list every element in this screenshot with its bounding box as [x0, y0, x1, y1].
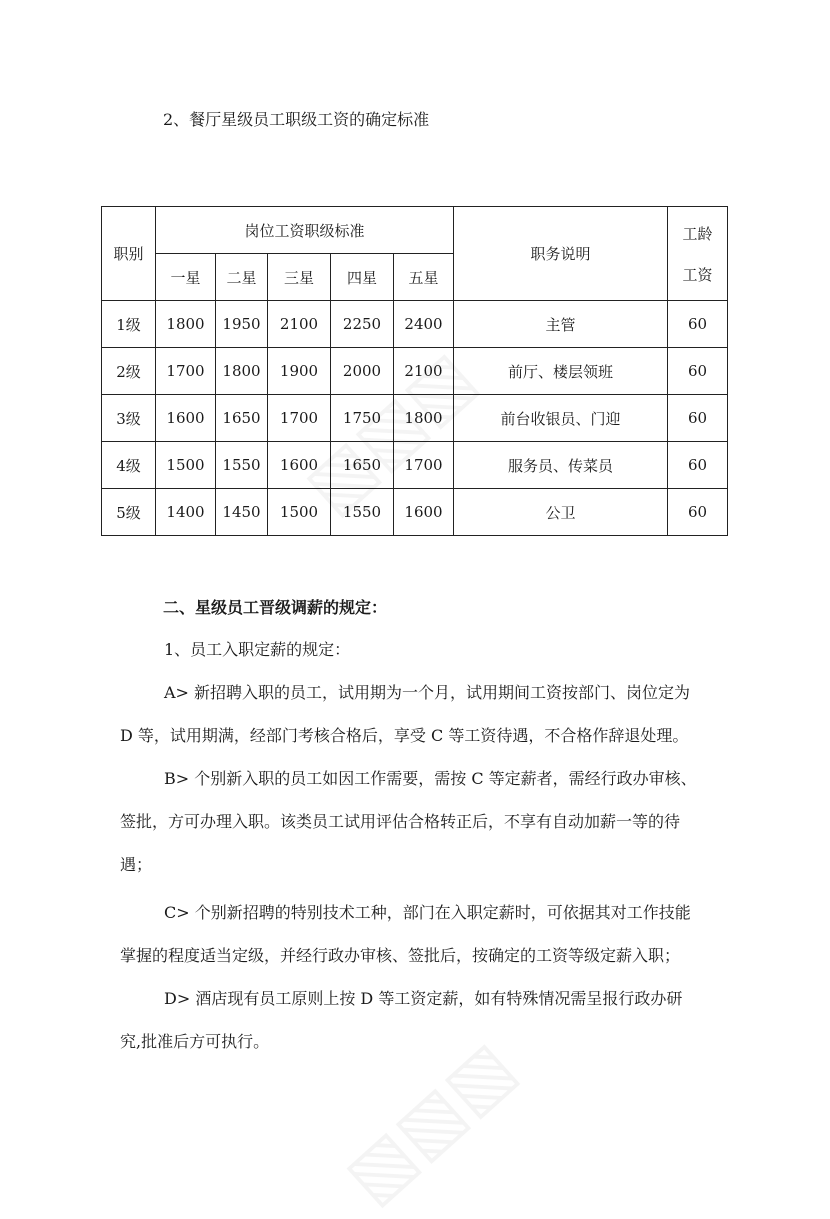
paragraph-c	[120, 891, 720, 977]
paragraph-d-line2: 究,批准后方可执行。	[120, 1032, 270, 1051]
cell-seniority: 60	[668, 489, 728, 536]
cell-value: 1600	[156, 395, 216, 442]
cell-rank: 5级	[102, 489, 156, 536]
cell-rank: 3级	[102, 395, 156, 442]
header-seniority-line1: 工龄	[682, 224, 713, 243]
cell-rank: 1级	[102, 301, 156, 348]
header-seniority	[668, 207, 728, 301]
paragraph-a-line1: A> 新招聘入职的员工，试用期为一个月，试用期间工资按部门、岗位定为	[164, 683, 691, 702]
paragraph-a	[120, 671, 720, 757]
header-star-5: 五星	[394, 254, 454, 301]
cell-rank: 4级	[102, 442, 156, 489]
paragraph-d-line1: D> 酒店现有员工原则上按 D 等工资定薪，如有特殊情况需呈报行政办研	[164, 989, 683, 1008]
cell-value: 1550	[331, 489, 394, 536]
salary-table	[101, 206, 728, 536]
cell-value: 1400	[156, 489, 216, 536]
header-star-1: 一星	[156, 254, 216, 301]
cell-value: 1500	[268, 489, 331, 536]
cell-value: 1450	[216, 489, 268, 536]
cell-value: 1550	[216, 442, 268, 489]
cell-value: 1650	[331, 442, 394, 489]
cell-value: 2400	[394, 301, 454, 348]
cell-value: 1600	[268, 442, 331, 489]
cell-rank: 2级	[102, 348, 156, 395]
cell-seniority: 60	[668, 395, 728, 442]
paragraph-b-line3: 遇；	[120, 855, 153, 874]
header-star-2: 二星	[216, 254, 268, 301]
cell-value: 1800	[156, 301, 216, 348]
cell-value: 1800	[216, 348, 268, 395]
cell-duty: 主管	[454, 301, 668, 348]
cell-value: 2250	[331, 301, 394, 348]
table-row	[102, 395, 728, 442]
cell-value: 1700	[268, 395, 331, 442]
cell-value: 1900	[268, 348, 331, 395]
cell-value: 2100	[268, 301, 331, 348]
cell-duty: 服务员、传菜员	[454, 442, 668, 489]
cell-value: 1700	[394, 442, 454, 489]
paragraph-b-line1: B> 个别新入职的员工如因工作需要，需按 C 等定薪者，需经行政办审核、	[164, 769, 697, 788]
paragraph-c-line2: 掌握的程度适当定级，并经行政办审核、签批后，按确定的工资等级定薪入职；	[120, 946, 681, 965]
cell-duty: 公卫	[454, 489, 668, 536]
cell-duty: 前台收银员、门迎	[454, 395, 668, 442]
header-star-3: 三星	[268, 254, 331, 301]
section-heading: 二、星级员工晋级调薪的规定：	[163, 598, 388, 617]
table-row	[102, 348, 728, 395]
cell-value: 1600	[394, 489, 454, 536]
paragraph-c-line1: C> 个别新招聘的特别技术工种，部门在入职定薪时，可依据其对工作技能	[164, 903, 691, 922]
cell-value: 1500	[156, 442, 216, 489]
paragraph-b-line2: 签批，方可办理入职。该类员工试用评估合格转正后，不享有自动加薪一等的待	[120, 812, 681, 831]
cell-value: 2100	[394, 348, 454, 395]
table-row	[102, 442, 728, 489]
subheading	[120, 628, 720, 671]
cell-value: 1700	[156, 348, 216, 395]
table-row	[102, 301, 728, 348]
cell-seniority: 60	[668, 301, 728, 348]
section-title: 2、餐厅星级员工职级工资的确定标准	[163, 110, 430, 129]
table-row	[102, 489, 728, 536]
paragraph-b	[120, 757, 720, 886]
cell-value: 1650	[216, 395, 268, 442]
header-duty: 职务说明	[454, 207, 668, 301]
header-rank: 职别	[102, 207, 156, 301]
subheading-text: 1、员工入职定薪的规定：	[164, 640, 351, 659]
cell-value: 1750	[331, 395, 394, 442]
cell-value: 1800	[394, 395, 454, 442]
header-seniority-line2: 工资	[682, 265, 713, 284]
paragraph-a-line2: D 等，试用期满，经部门考核合格后，享受 C 等工资待遇，不合格作辞退处理。	[120, 726, 689, 745]
cell-value: 2000	[331, 348, 394, 395]
cell-value: 1950	[216, 301, 268, 348]
cell-duty: 前厅、楼层领班	[454, 348, 668, 395]
header-position-salary: 岗位工资职级标准	[156, 207, 454, 254]
header-star-4: 四星	[331, 254, 394, 301]
cell-seniority: 60	[668, 348, 728, 395]
paragraph-d	[120, 977, 720, 1063]
cell-seniority: 60	[668, 442, 728, 489]
